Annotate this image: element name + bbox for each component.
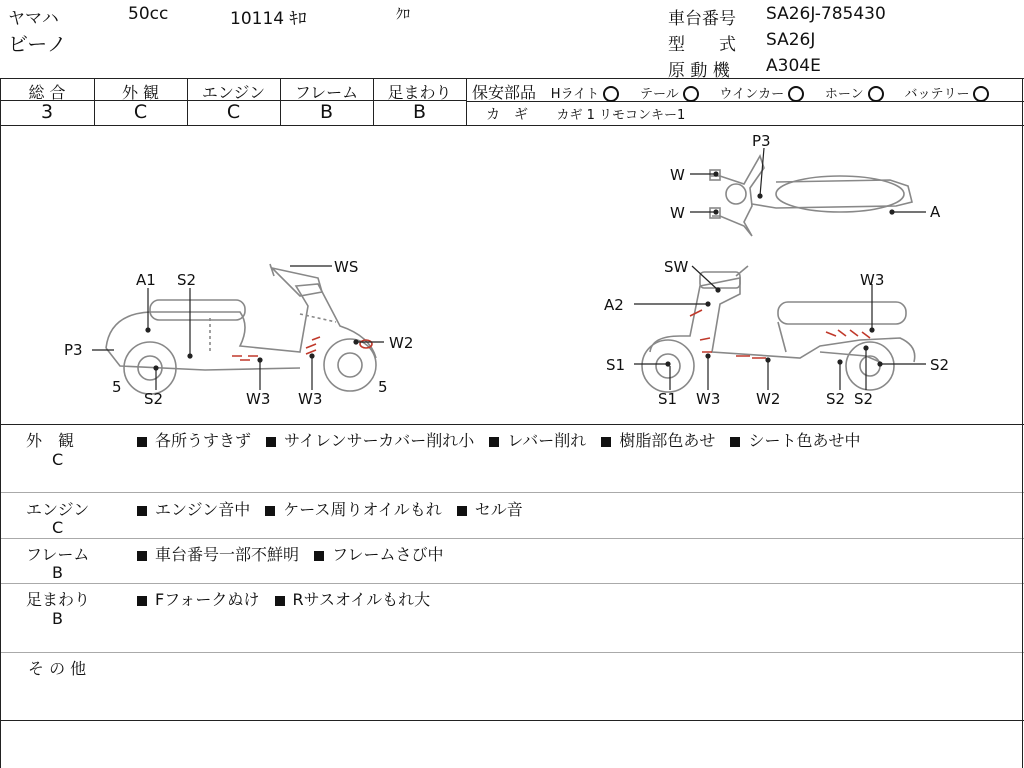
part-tail: テール: [640, 84, 699, 102]
section-items-frame: 車台番号一部不鮮明 フレームさび中: [137, 542, 443, 565]
label-a: A: [930, 203, 941, 221]
bullet-icon: [457, 506, 467, 516]
part-horn: ホーン: [825, 84, 884, 102]
frame-no-label: 車台番号: [668, 9, 736, 29]
grade-suspension-value: B: [412, 101, 427, 123]
label-w: W: [670, 166, 685, 184]
part-battery: バッテリー: [904, 84, 989, 102]
displacement: 50cc: [128, 4, 169, 24]
section-grade-frame: B: [52, 563, 63, 582]
key-value: カギ 1 リモコンキー1: [556, 108, 686, 123]
label-5: 5: [112, 378, 122, 396]
bullet-icon: [275, 596, 285, 606]
divider: [0, 78, 1024, 79]
scooter-top-view-icon: [710, 156, 912, 236]
bullet-icon: [137, 437, 147, 447]
diagram-labels: [64, 132, 949, 408]
grade-total-value: 3: [40, 101, 54, 123]
divider: [0, 583, 1024, 584]
section-label-frame: フレーム: [26, 545, 90, 564]
divider: [466, 78, 467, 125]
section-grade-suspension: B: [52, 609, 63, 628]
label-s2: S2: [930, 356, 950, 374]
grade-frame-value: B: [319, 101, 334, 123]
grade-total-label: 総 合: [28, 83, 66, 102]
label-s1: S1: [658, 390, 678, 408]
label-w3: W3: [246, 390, 271, 408]
engine-model-value: A304E: [766, 56, 821, 76]
section-items-exterior: 各所うすきず サイレンサーカバー削れ小 レバー削れ 樹脂部色あせ シート色あせ中: [137, 428, 860, 451]
engine-model-label: 原 動 機: [668, 61, 730, 81]
label-w3: W3: [860, 271, 885, 289]
grade-frame-label: フレーム: [294, 83, 359, 102]
label-w3: W3: [298, 390, 323, 408]
section-grade-engine: C: [52, 518, 64, 537]
key-label: カ ギ: [486, 107, 528, 123]
frame-no: SA26J-785430: [766, 4, 886, 24]
label-p3: P3: [64, 341, 83, 359]
bullet-icon: [489, 437, 499, 447]
ok-circle-icon: [973, 86, 989, 102]
section-label-engine: エンジン: [26, 500, 90, 519]
ok-circle-icon: [868, 86, 884, 102]
bullet-icon: [601, 437, 611, 447]
label-p3: P3: [752, 132, 771, 150]
bullet-icon: [265, 506, 275, 516]
grade-engine-value: C: [226, 101, 241, 123]
ok-circle-icon: [603, 86, 619, 102]
type-label: 型 式: [668, 35, 736, 55]
type-value: SA26J: [766, 30, 816, 50]
model-name: ビーノ: [8, 32, 67, 56]
grade-exterior-value: C: [133, 101, 148, 123]
divider: [0, 538, 1024, 539]
section-items-suspension: Fフォークぬけ Rサスオイルもれ大: [137, 587, 430, 610]
divider: [0, 424, 1024, 425]
bullet-icon: [314, 551, 324, 561]
grade-suspension-label: 足まわり: [387, 83, 452, 102]
bullet-icon: [137, 551, 147, 561]
safety-parts-row: [472, 80, 989, 103]
ok-circle-icon: [788, 86, 804, 102]
bullet-icon: [137, 596, 147, 606]
label-s1: S1: [606, 356, 626, 374]
part-winker: ウインカー: [720, 84, 805, 102]
divider: [0, 720, 1024, 721]
grade-exterior-label: 外 観: [121, 83, 160, 102]
bullet-icon: [137, 506, 147, 516]
ok-circle-icon: [683, 86, 699, 102]
label-w3: W3: [696, 390, 721, 408]
bullet-icon: [730, 437, 740, 447]
grade-engine-label: エンジン: [201, 83, 266, 102]
label-s2: S2: [177, 271, 197, 289]
divider: [0, 492, 1024, 493]
section-items-engine: エンジン音中 ケース周りオイルもれ セル音: [137, 497, 523, 520]
mileage: 10114 ｷﾛ: [230, 9, 307, 29]
label-w2: W2: [756, 390, 781, 408]
label-ws: WS: [334, 258, 359, 276]
color: ｸﾛ: [396, 7, 410, 23]
label-s2: S2: [826, 390, 846, 408]
leader-lines: [92, 148, 926, 390]
scooter-diagram: [0, 126, 1024, 424]
maker: ヤマハ: [8, 9, 59, 29]
label-a1: A1: [136, 271, 156, 289]
label-w: W: [670, 204, 685, 222]
label-a2: A2: [604, 296, 624, 314]
label-s2: S2: [144, 390, 164, 408]
label-5: 5: [378, 378, 388, 396]
section-label-suspension: 足まわり: [26, 590, 91, 609]
divider: [0, 652, 1024, 653]
section-label-other: そ の 他: [28, 659, 87, 678]
section-label-exterior: 外 観: [26, 431, 75, 450]
key-row: [486, 104, 685, 124]
section-grade-exterior: C: [52, 450, 64, 469]
label-sw: SW: [664, 258, 689, 276]
safety-parts-title: 保安部品: [472, 83, 537, 102]
bullet-icon: [266, 437, 276, 447]
part-headlight: Hライト: [551, 84, 619, 102]
label-w2: W2: [389, 334, 414, 352]
label-s2: S2: [854, 390, 874, 408]
